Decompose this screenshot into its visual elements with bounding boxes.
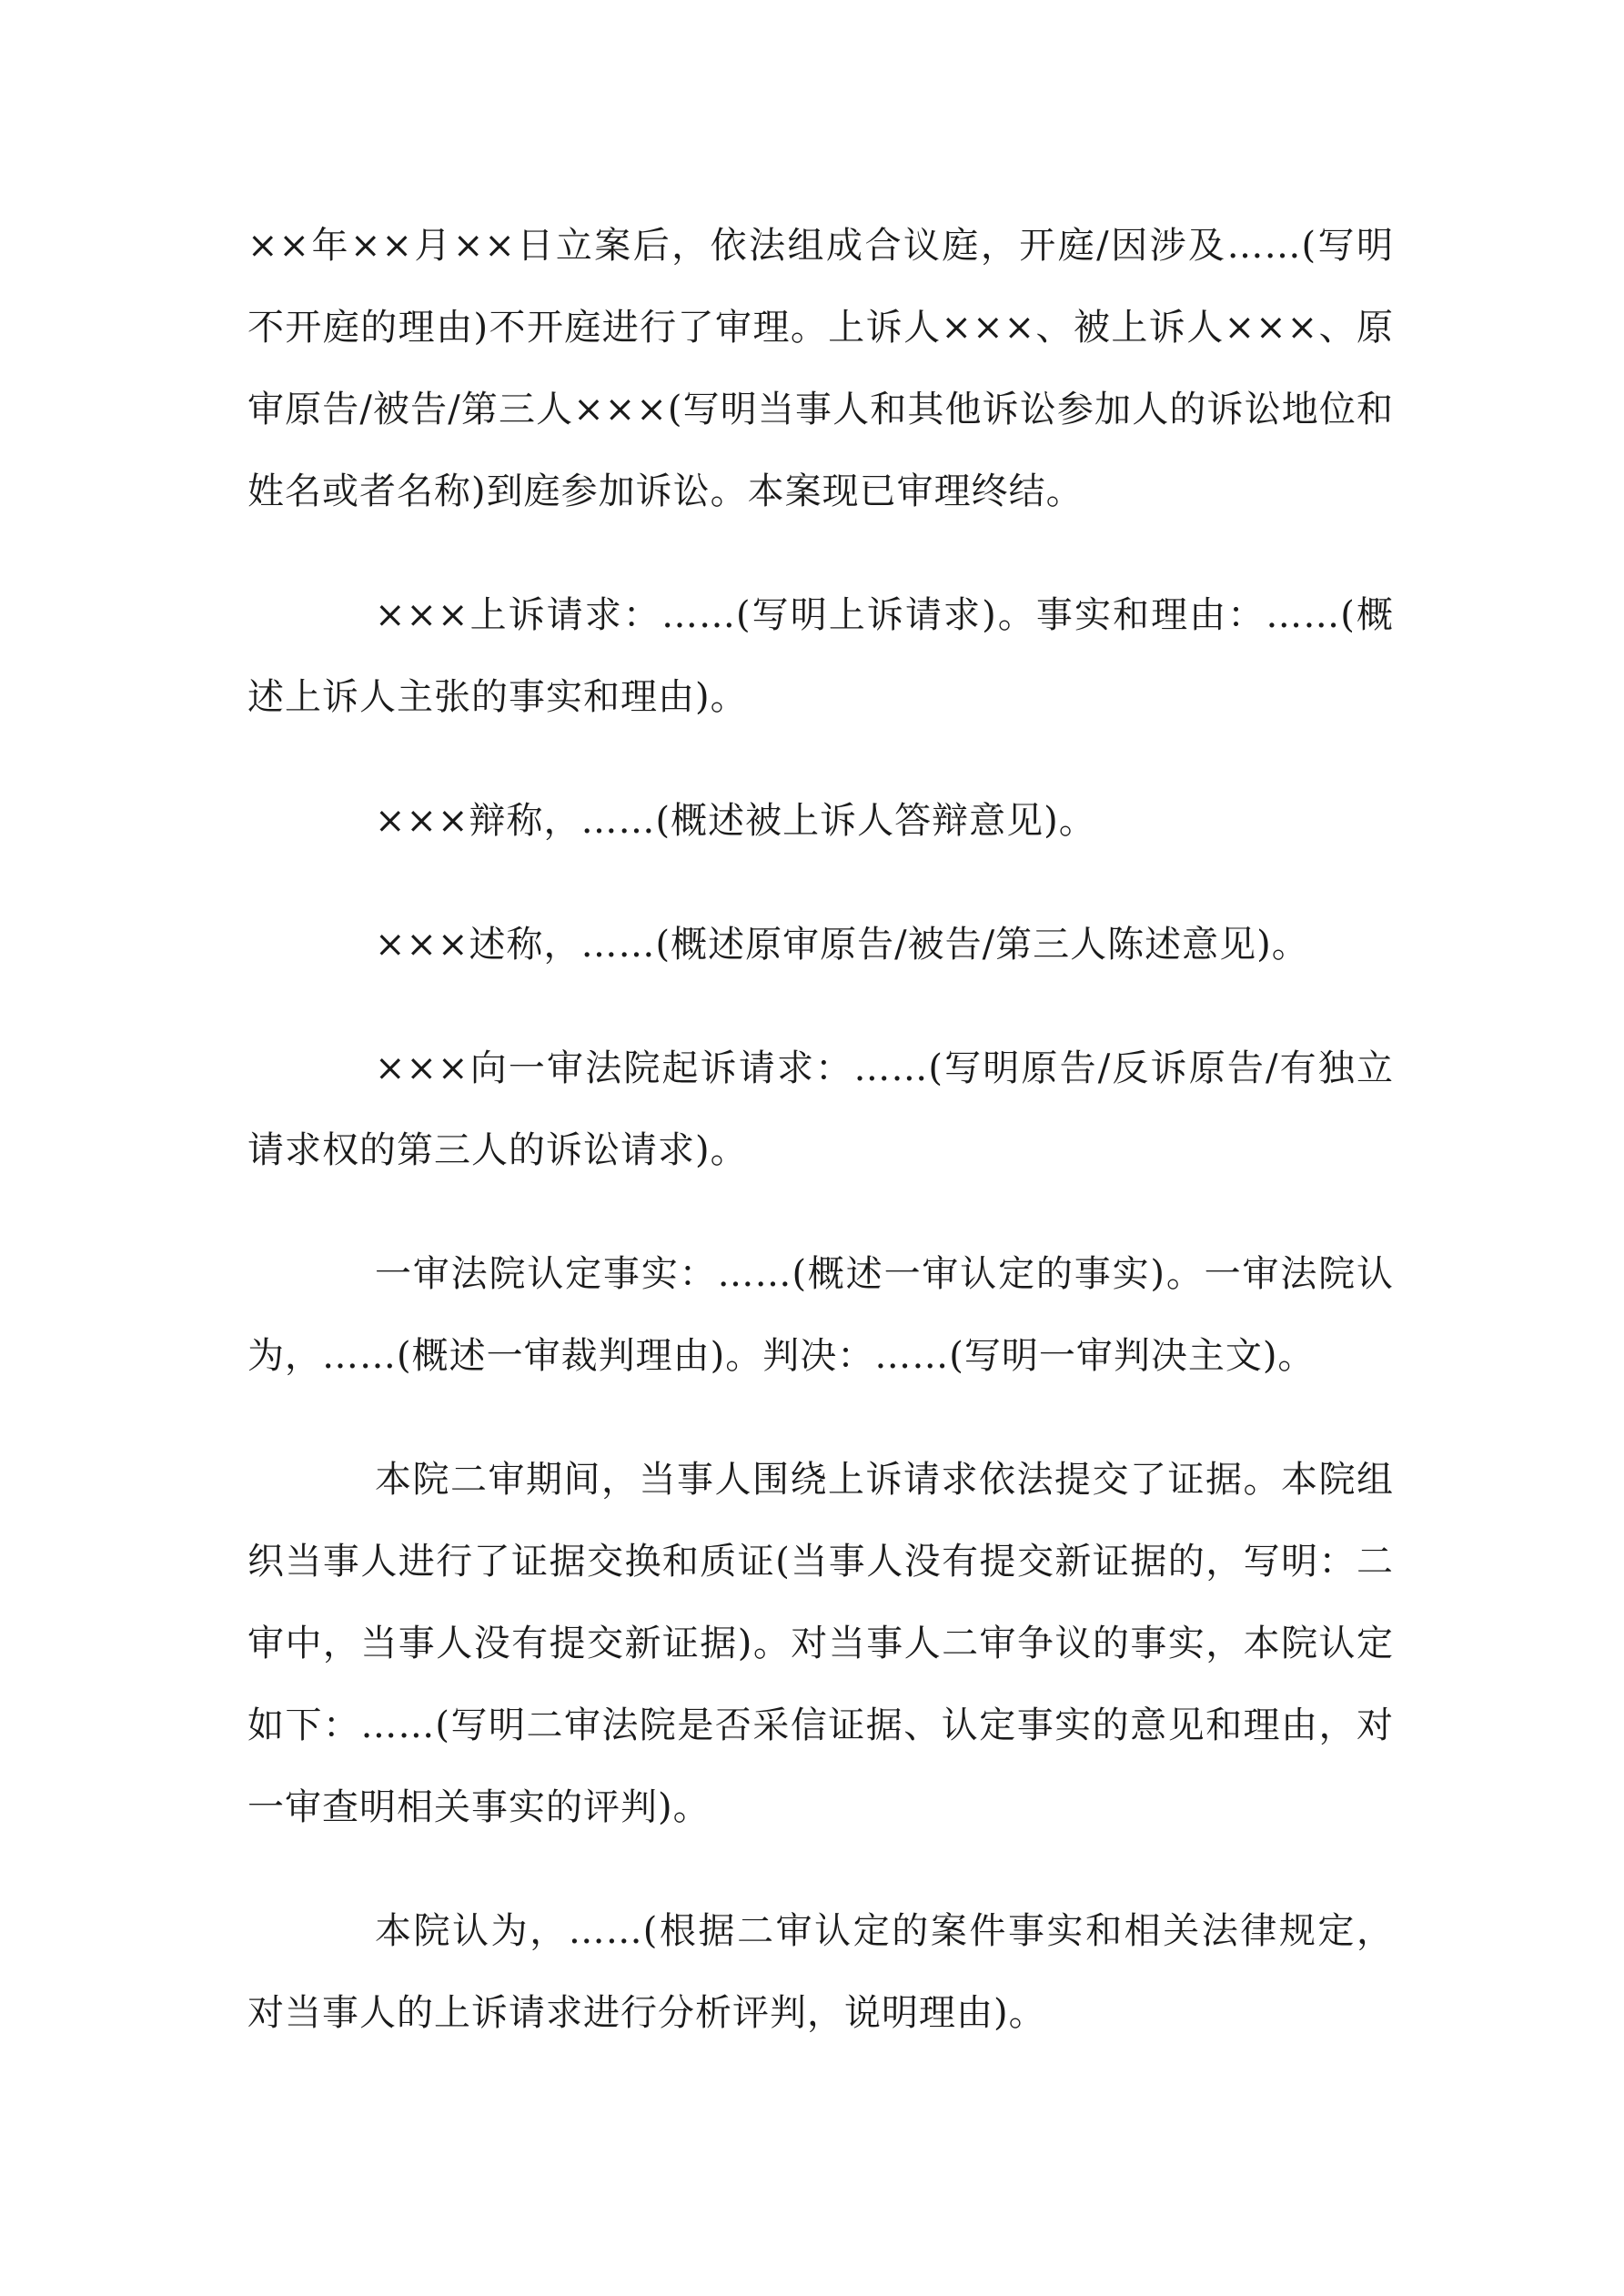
paragraph-court-opinion: 本院认为，……(根据二审认定的案件事实和相关法律规定，对当事人的上诉请求进行分析评判，说明理由)。 [247, 1910, 1394, 2034]
paragraph-first-instance-claim: ×××向一审法院起诉请求：……(写明原告/反诉原告/有独立请求权的第三人的诉讼请求)。 [247, 1047, 1394, 1171]
paragraph-first-instance-findings: 一审法院认定事实：……(概述一审认定的事实)。一审法院认为，……(概述一审裁判理由)。判决：……(写明一审判决主文)。 [247, 1253, 1394, 1377]
paragraph-appellee-defense: ×××辩称，……(概述被上诉人答辩意见)。 [375, 800, 1096, 842]
paragraph-original-party-statement: ×××述称，……(概述原审原告/被告/第三人陈述意见)。 [375, 924, 1309, 966]
paragraph-appeal-request: ×××上诉请求：……(写明上诉请求)。事实和理由：……(概述上诉人主张的事实和理由)。 [247, 594, 1394, 718]
paragraph-second-instance-evidence: 本院二审期间，当事人围绕上诉请求依法提交了证据。本院组织当事人进行了证据交换和质证(当事人没有提交新证据的，写明：二审中，当事人没有提交新证据)。对当事人二审争议的事实，本院认定如下：……(写明二审法院是否采信证据、认定事实的意见和理由，对一审查明相关事实的评判)。 [247, 1459, 1394, 1828]
paragraph-case-filing: ××年××月××日立案后，依法组成合议庭，开庭/因涉及……(写明不开庭的理由)不开庭进行了审理。上诉人×××、被上诉人×××、原审原告/被告/第三人×××(写明当事人和其他诉讼参加人的诉讼地位和姓名或者名称)到庭参加诉讼。本案现已审理终结。 [247, 225, 1394, 512]
document-body [247, 205, 1394, 2096]
